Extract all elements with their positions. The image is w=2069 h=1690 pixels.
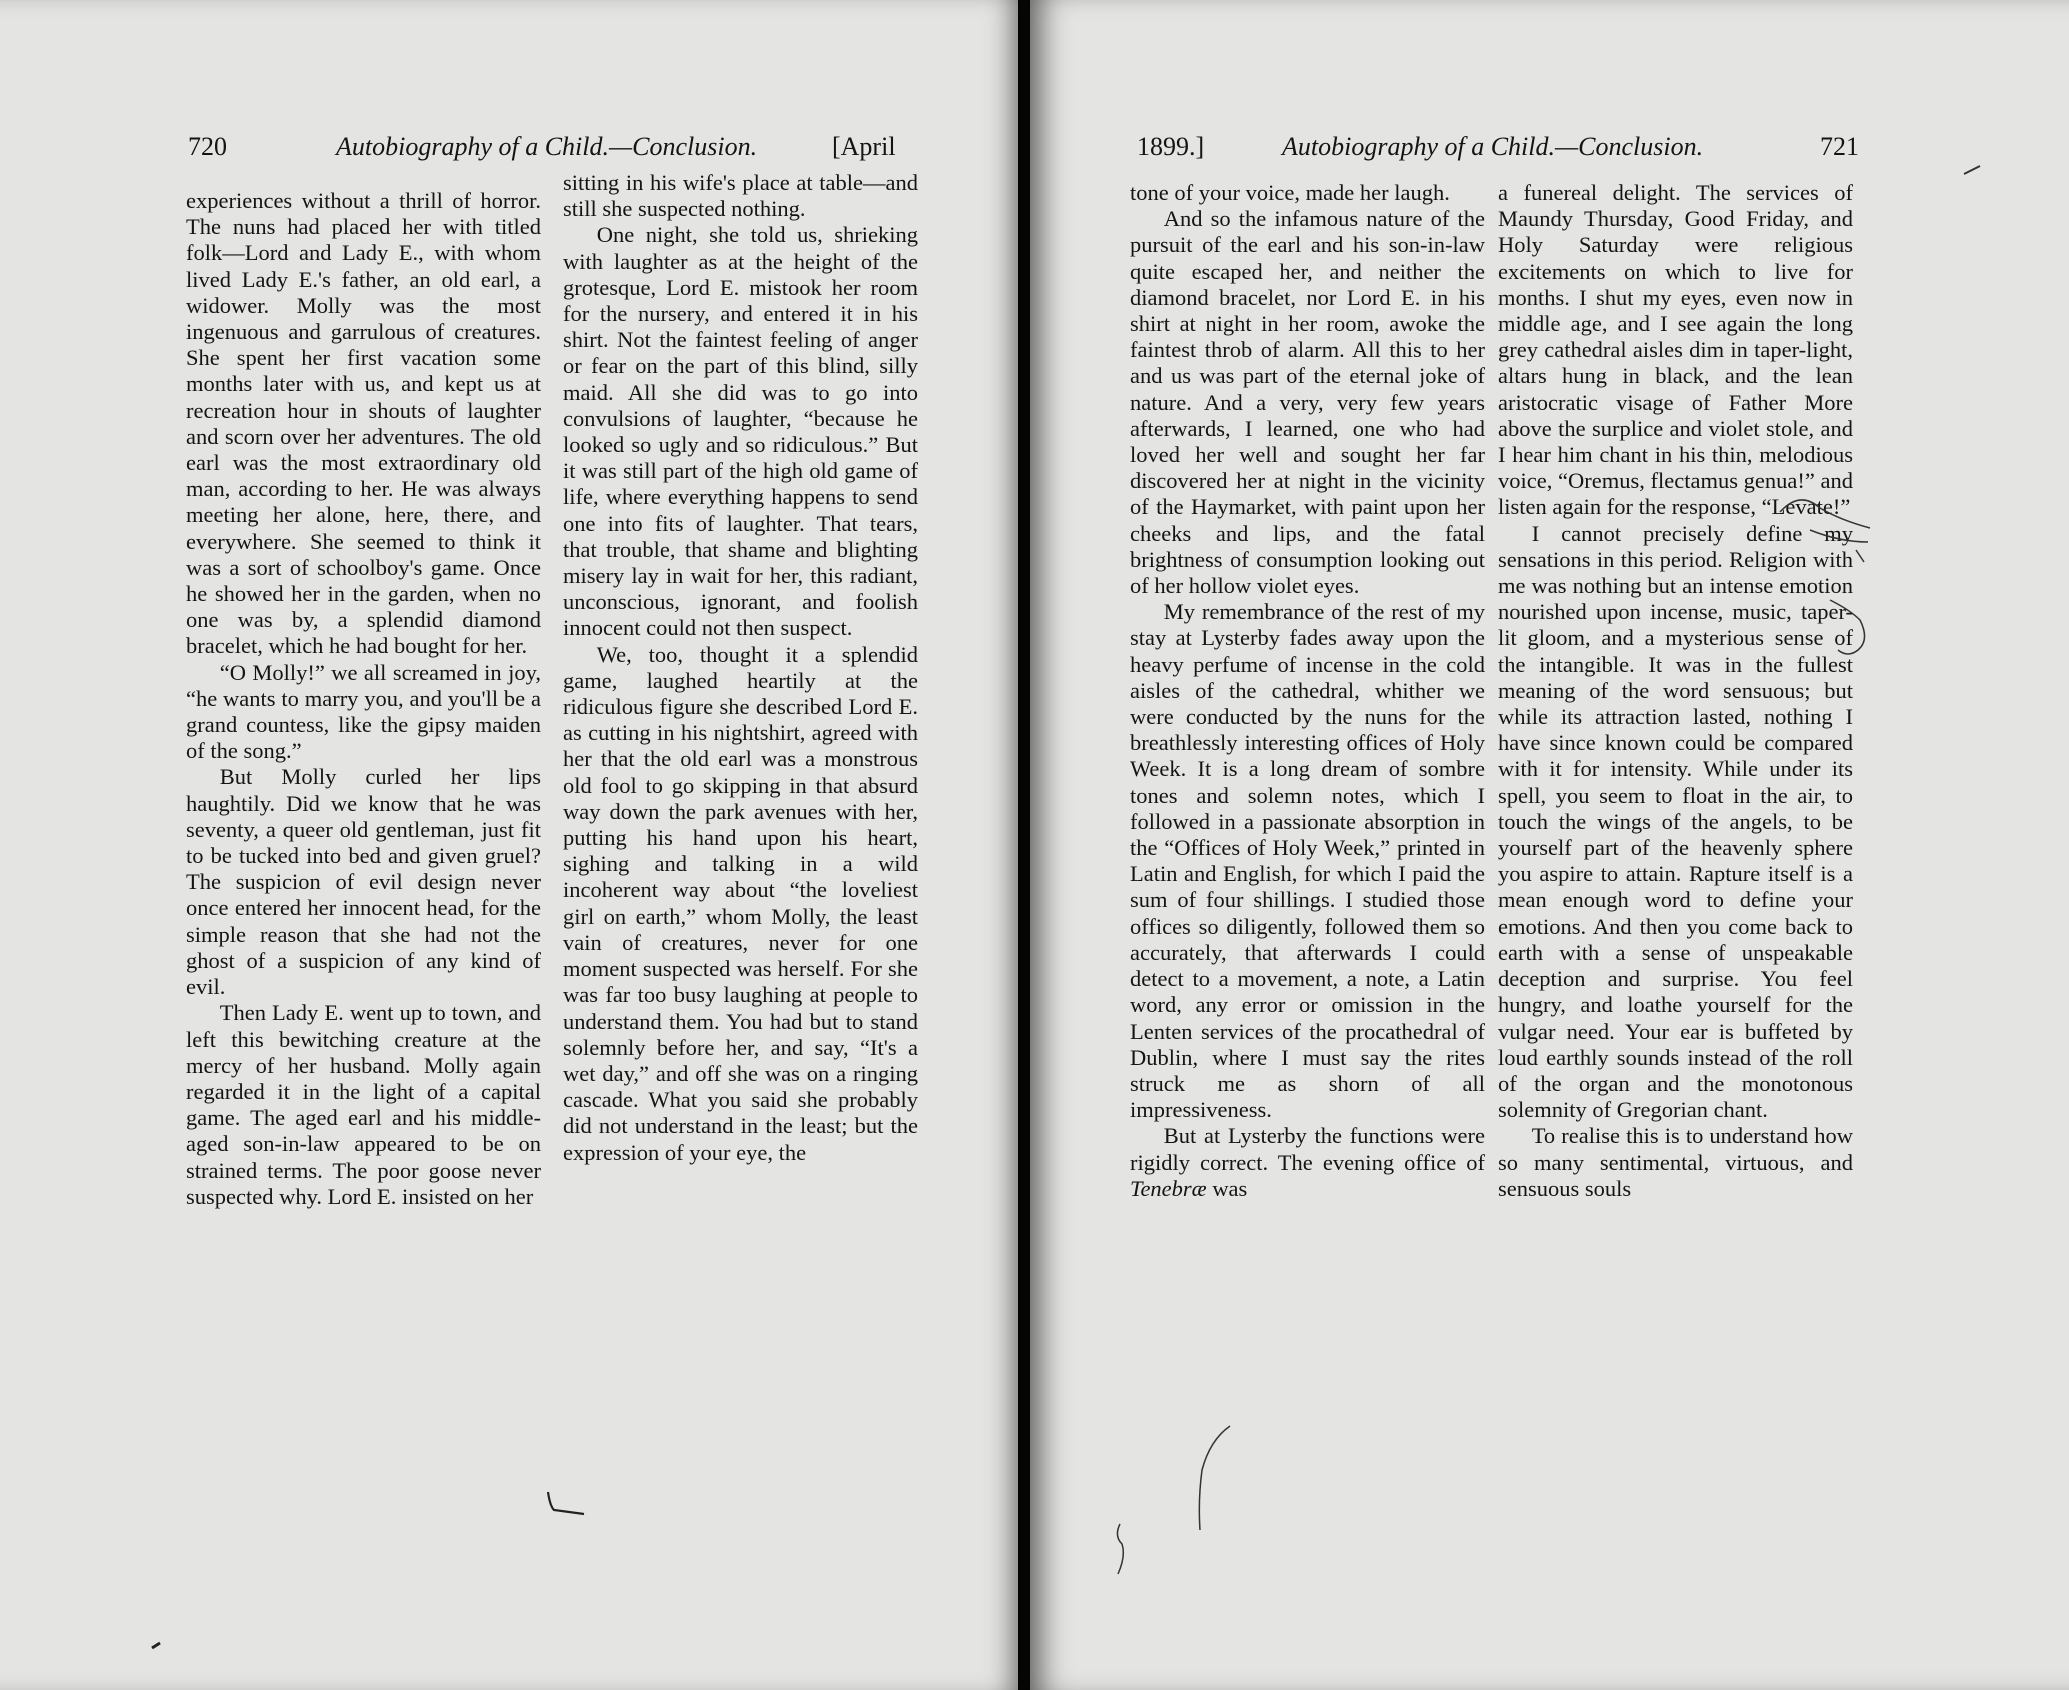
paragraph: And so the infamous nature of the pursuit of the earl and his son-in-law quite escaped her, and neither the diamond bracelet, nor Lord E. in his shirt at night in her room, awoke the faintest throb of alarm. All this to her and us was part of the eternal joke of nature. And a very, very few years afterwards, I learned, one who had loved her well and sought her far discovered her at night in the vicinity of the Haymarket, with paint upon her cheeks and lips, and the fatal brightness of consumption looking out of her hollow violet eyes. xyxy=(1130,206,1485,599)
corner-mark xyxy=(1960,160,1990,180)
speck-mark xyxy=(150,1640,164,1650)
page-number: 721 xyxy=(1820,132,1859,161)
paragraph: My remembrance of the rest of my stay at Lysterby fades away upon the heavy perfume of incense in the cold aisles of the cathedral, whither we were conducted by the nuns for the breathlessly interesting offices of Holy Week. It is a long dream of sombre tones and solemn notes, which I followed in a passionate absorption in the “Offices of Holy Week,” printed in Latin and English, for which I paid the sum of four shillings. I studied those offices so diligently, followed them so accurately, that afterwards I could detect to a movement, a note, a Latin word, any error or omission in the Lenten services of the procathedral of Dublin, where I must say the rites struck me as shorn of all impressiveness. xyxy=(1130,599,1485,1123)
right-running-title: Autobiography of a Child.—Conclusion. xyxy=(1282,132,1704,161)
pencil-squiggle xyxy=(1110,1520,1130,1580)
paragraph-tail: was xyxy=(1212,1175,1248,1201)
italic-word: Tenebræ xyxy=(1130,1175,1207,1201)
left-running-title: Autobiography of a Child.—Conclusion. xyxy=(336,132,758,161)
right-date-mark: 1899.] xyxy=(1137,132,1205,161)
paragraph: But Molly curled her lips haughtily. Did we know that he was seventy, a queer old gentleman, just fit to be tucked into bed and given gruel? The suspicion of evil design never once entered her innocent head, for the simple reason that she had not the ghost of a suspicion of any kind of evil. xyxy=(186,764,541,1000)
left-page xyxy=(0,0,1022,1690)
paragraph xyxy=(1130,1123,1485,1202)
paragraph: sitting in his wife's place at table—and still she suspected nothing. xyxy=(563,170,918,222)
page-number: 720 xyxy=(188,132,227,161)
paragraph: We, too, thought it a splendid game, laughed heartily at the ridiculous figure she described Lord E. as cutting in his nightshirt, agreed with her that the old earl was a monstrous old fool to go skipping in that absurd way down the park avenues with her, putting his hand upon his heart, sighing and talking in a wild incoherent way about “the loveliest girl on earth,” whom Molly, the least vain of creatures, never for one moment suspected was herself. For she was far too busy laughing at people to understand them. You had but to stand solemnly before her, and say, “It's a wet day,” and off she was on a ringing cascade. What you said she probably did not understand in the least; but the expression of your eye, the xyxy=(563,641,918,1165)
paragraph: experiences without a thrill of horror. The nuns had placed her with titled folk—Lord and Lady E., with whom lived Lady E.'s father, an old earl, a widower. Molly was the most ingenuous and garrulous of creatures. She spent her first vacation some months later with us, and kept us at recreation hour in shouts of laughter and scorn over her adventures. The old earl was the most extraordinary old man, according to her. He was always meeting her alone, here, there, and everywhere. She seemed to think it was a sort of schoolboy's game. Once he showed her in the garden, when no one was by, a splendid diamond bracelet, which he had bought for her. xyxy=(186,188,541,659)
paragraph: To realise this is to understand how so many sentimental, virtuous, and sensuous souls xyxy=(1498,1123,1853,1201)
left-folio xyxy=(188,132,227,162)
right-page xyxy=(1030,0,2069,1690)
right-column-2 xyxy=(1498,180,1853,1202)
paragraph-text: But at Lysterby the functions were rigidly correct. The evening office of xyxy=(1130,1123,1485,1175)
paragraph: tone of your voice, made her laugh. xyxy=(1130,180,1450,205)
pencil-mark xyxy=(540,1488,590,1518)
right-column-1 xyxy=(1130,180,1485,1202)
paragraph: One night, she told us, shrieking with laughter as at the height of the grotesque, Lord E. mistook her room for the nursery, and entered it in his shirt. Not the faintest feeling of anger or fear on the part of this blind, silly maid. All she did was to go into convulsions of laughter, “because he looked so ugly and so ridiculous.” But it was still part of the high old game of life, where everything happens to send one into fits of laughter. That tears, that trouble, that shame and blighting misery lay in wait for her, this radiant, unconscious, ignorant, and foolish innocent could not then suspect. xyxy=(563,222,918,641)
left-column-2 xyxy=(563,170,918,1166)
paragraph: Then Lady E. went up to town, and left this bewitching creature at the mercy of her husband. Molly again regarded it in the light of a capital game. The aged earl and his middle-aged son-in-law appeared to be on strained terms. The poor goose never suspected why. Lord E. insisted on her xyxy=(186,1000,541,1209)
paragraph: “O Molly!” we all screamed in joy, “he wants to marry you, and you'll be a grand countess, like the gipsy maiden of the song.” xyxy=(186,659,541,764)
pencil-stroke xyxy=(1190,1420,1250,1540)
paragraph: a funereal delight. The services of Maundy Thursday, Good Friday, and Holy Saturday were religious excitements on which to live for months. I shut my eyes, even now in middle age, and I see again the long grey cathedral aisles dim in taper-light, altars hung in black, and the lean aristocratic visage of Father More above the surplice and violet stole, and I hear him chant in his thin, melodious voice, “Oremus, flectamus genua!” and listen again for the response, “Levate!” xyxy=(1498,180,1853,520)
left-date-mark: [April xyxy=(832,132,896,161)
left-column-1 xyxy=(186,188,541,1210)
right-folio xyxy=(1820,132,1859,162)
paragraph: I cannot precisely define my sensations in this period. Religion with me was nothing but an intense emotion nourished upon incense, music, taper-lit gloom, and a mysterious sense of the intangible. It was in the fullest meaning of the word sensuous; but while its attraction lasted, nothing I have since known could be compared with it for intensity. While under its spell, you seem to float in the air, to touch the wings of the angels, to be yourself part of the heavenly sphere you aspire to attain. Rapture itself is a mean enough word to define your emotions. And then you come back to earth with a sense of unspeakable deception and surprise. You feel hungry, and loathe yourself for the vulgar need. Your ear is buffeted by loud earthly sounds instead of the roll of the organ and the monotonous solemnity of Gregorian chant. xyxy=(1498,520,1853,1123)
